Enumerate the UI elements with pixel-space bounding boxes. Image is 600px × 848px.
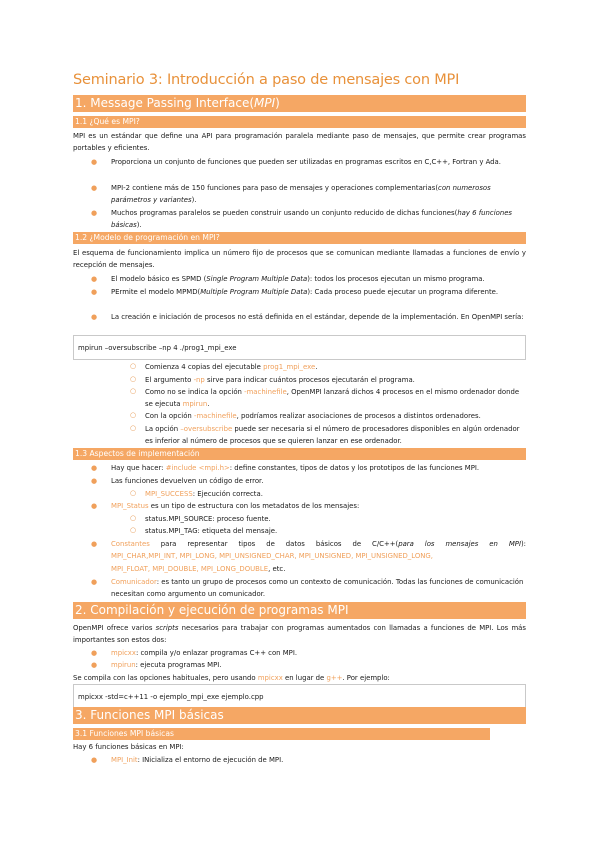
circle-bullet-icon: ○ — [130, 514, 137, 522]
section-3-paragraph: Hay 6 funciones básicas en MPI: — [73, 743, 184, 751]
list-item: ● Las funciones devuelven un código de error. — [91, 477, 264, 485]
section-2-heading: 2. Compilación y ejecución de programas MPI — [73, 602, 526, 619]
bullet-icon: ● — [91, 275, 98, 283]
list-item-continuation: MPI_FLOAT, MPI_DOUBLE, MPI_LONG_DOUBLE, etc. — [111, 565, 286, 573]
circle-bullet-icon: ○ — [130, 362, 137, 370]
bullet-icon: ● — [91, 578, 98, 586]
bullet-icon: ● — [91, 209, 98, 217]
circle-bullet-icon: ○ — [130, 375, 137, 383]
list-item: ● MPI_Init: INicializa el entorno de ejecución de MPI. — [91, 756, 284, 764]
bullet-icon: ● — [91, 477, 98, 485]
list-item: ● mpirun: ejecuta programas MPI. — [91, 661, 222, 669]
list-item: ● PErmite el modelo MPMD(Multiple Program Multiple Data): Cada proceso puede ejecutar un programa diferente. — [91, 288, 499, 296]
list-item: ● Constantes para representar tipos de datos básicos de C/C++(para los mensajes en MPI): — [91, 540, 526, 548]
section-2-paragraph: OpenMPI ofrece varios scripts necesarios para trabajar con programas aumentados con llamadas a funciones de MPI. Los más importantes son estos dos: — [73, 624, 526, 644]
sub-list-item: ○ MPI_SUCCESS: Ejecución correcta. — [130, 489, 263, 498]
section-2-compile-note: Se compila con las opciones habituales, pero usando mpicxx en lugar de g++. Por ejemplo: — [73, 674, 390, 682]
circle-bullet-icon: ○ — [130, 526, 137, 534]
list-item: ● Comunicador: es tanto un grupo de procesos como un contexto de comunicación. Todas las funciones de comunicación necesitan como argumento un comunicador. — [91, 578, 524, 598]
bullet-icon: ● — [91, 756, 98, 764]
page-title: Seminario 3: Introducción a paso de mensajes con MPI — [73, 72, 460, 88]
list-item: ● mpicxx: compila y/o enlazar programas C++ con MPI. — [91, 649, 298, 657]
bullet-icon: ● — [91, 288, 98, 296]
bullet-icon: ● — [91, 184, 98, 192]
section-1-heading: 1. Message Passing Interface(MPI) — [73, 95, 526, 112]
list-item: ● MPI-2 contiene más de 150 funciones para paso de mensajes y operaciones complementarias(con numerosos parámetros y variantes). — [91, 184, 491, 204]
section-1-1-paragraph: MPI es un estándar que define una API para programación paralela mediante paso de mensajes, que permite crear programas portables y eficientes. — [73, 132, 526, 152]
bullet-icon: ● — [91, 540, 98, 548]
bullet-icon: ● — [91, 661, 98, 669]
code-block: mpirun –oversubscribe –np 4 ./prog1_mpi_exe — [73, 335, 526, 360]
section-1-2-heading: 1.2 ¿Modelo de programación en MPI? — [73, 232, 526, 244]
section-3-heading: 3. Funciones MPI básicas — [73, 707, 526, 724]
bullet-icon: ● — [91, 502, 98, 510]
section-1-1-heading: 1.1 ¿Qué es MPI? — [73, 116, 526, 128]
bullet-icon: ● — [91, 649, 98, 657]
sub-list-item: ○ El argumento -np sirve para indicar cuántos procesos ejecutarán el programa. — [130, 375, 415, 384]
list-item: ● El modelo básico es SPMD (Single Program Multiple Data): todos los procesos ejecutan un mismo programa. — [91, 275, 485, 283]
sub-list-item: ○ Como no se indica la opción -machinefile, OpenMPI lanzará dichos 4 procesos en el mismo ordenador donde se ejecuta mpirun. — [130, 387, 520, 408]
list-item-continuation: MPI_CHAR,MPI_INT, MPI_LONG, MPI_UNSIGNED_CHAR, MPI_UNSIGNED, MPI_UNSIGNED_LONG, — [111, 552, 433, 560]
circle-bullet-icon: ○ — [130, 424, 137, 432]
code-block: mpicxx -std=c++11 -o ejemplo_mpi_exe ejemplo.cpp — [73, 684, 526, 709]
bullet-icon: ● — [91, 313, 98, 321]
bullet-icon: ● — [91, 464, 98, 472]
circle-bullet-icon: ○ — [130, 411, 137, 419]
list-item: ● Hay que hacer: #include <mpi.h>: define constantes, tipos de datos y los prototipos de las funciones MPI. — [91, 464, 480, 472]
sub-list-item: ○ La opción –oversubscribe puede ser necesaria si el número de procesadores disponibles en algún ordenador es inferior al número de procesos que se quieren lanzar en ese ordenador. — [130, 424, 520, 445]
sub-list-item: ○ Con la opción -machinefile, podríamos realizar asociaciones de procesos a distintos ordenadores. — [130, 411, 481, 420]
list-item: ● MPI_Status es un tipo de estructura con los metadatos de los mensajes: — [91, 502, 360, 510]
circle-bullet-icon: ○ — [130, 387, 137, 395]
circle-bullet-icon: ○ — [130, 489, 137, 497]
list-item: ● Muchos programas paralelos se pueden construir usando un conjunto reducido de dichas funciones(hay 6 funciones básicas). — [91, 209, 513, 229]
sub-list-item: ○ status.MPI_SOURCE: proceso fuente. — [130, 514, 271, 523]
sub-list-item: ○ Comienza 4 copias del ejecutable prog1_mpi_exe. — [130, 362, 318, 371]
sub-list-item: ○ status.MPI_TAG: etiqueta del mensaje. — [130, 526, 278, 535]
section-1-2-paragraph: El esquema de funcionamiento implica un número fijo de procesos que se comunican mediante llamadas a funciones de envío y recepción de mensajes. — [73, 249, 526, 269]
bullet-icon: ● — [91, 158, 98, 166]
section-3-1-heading: 3.1 Funciones MPI básicas — [73, 728, 490, 740]
list-item: ● Proporciona un conjunto de funciones que pueden ser utilizadas en programas escritos en C,C++, Fortran y Ada. — [91, 158, 501, 166]
section-1-3-heading: 1.3 Aspectos de implementación — [73, 448, 526, 460]
list-item: ● La creación e iniciación de procesos no está definida en el estándar, depende de la implementación. En OpenMPI sería: — [91, 313, 524, 321]
